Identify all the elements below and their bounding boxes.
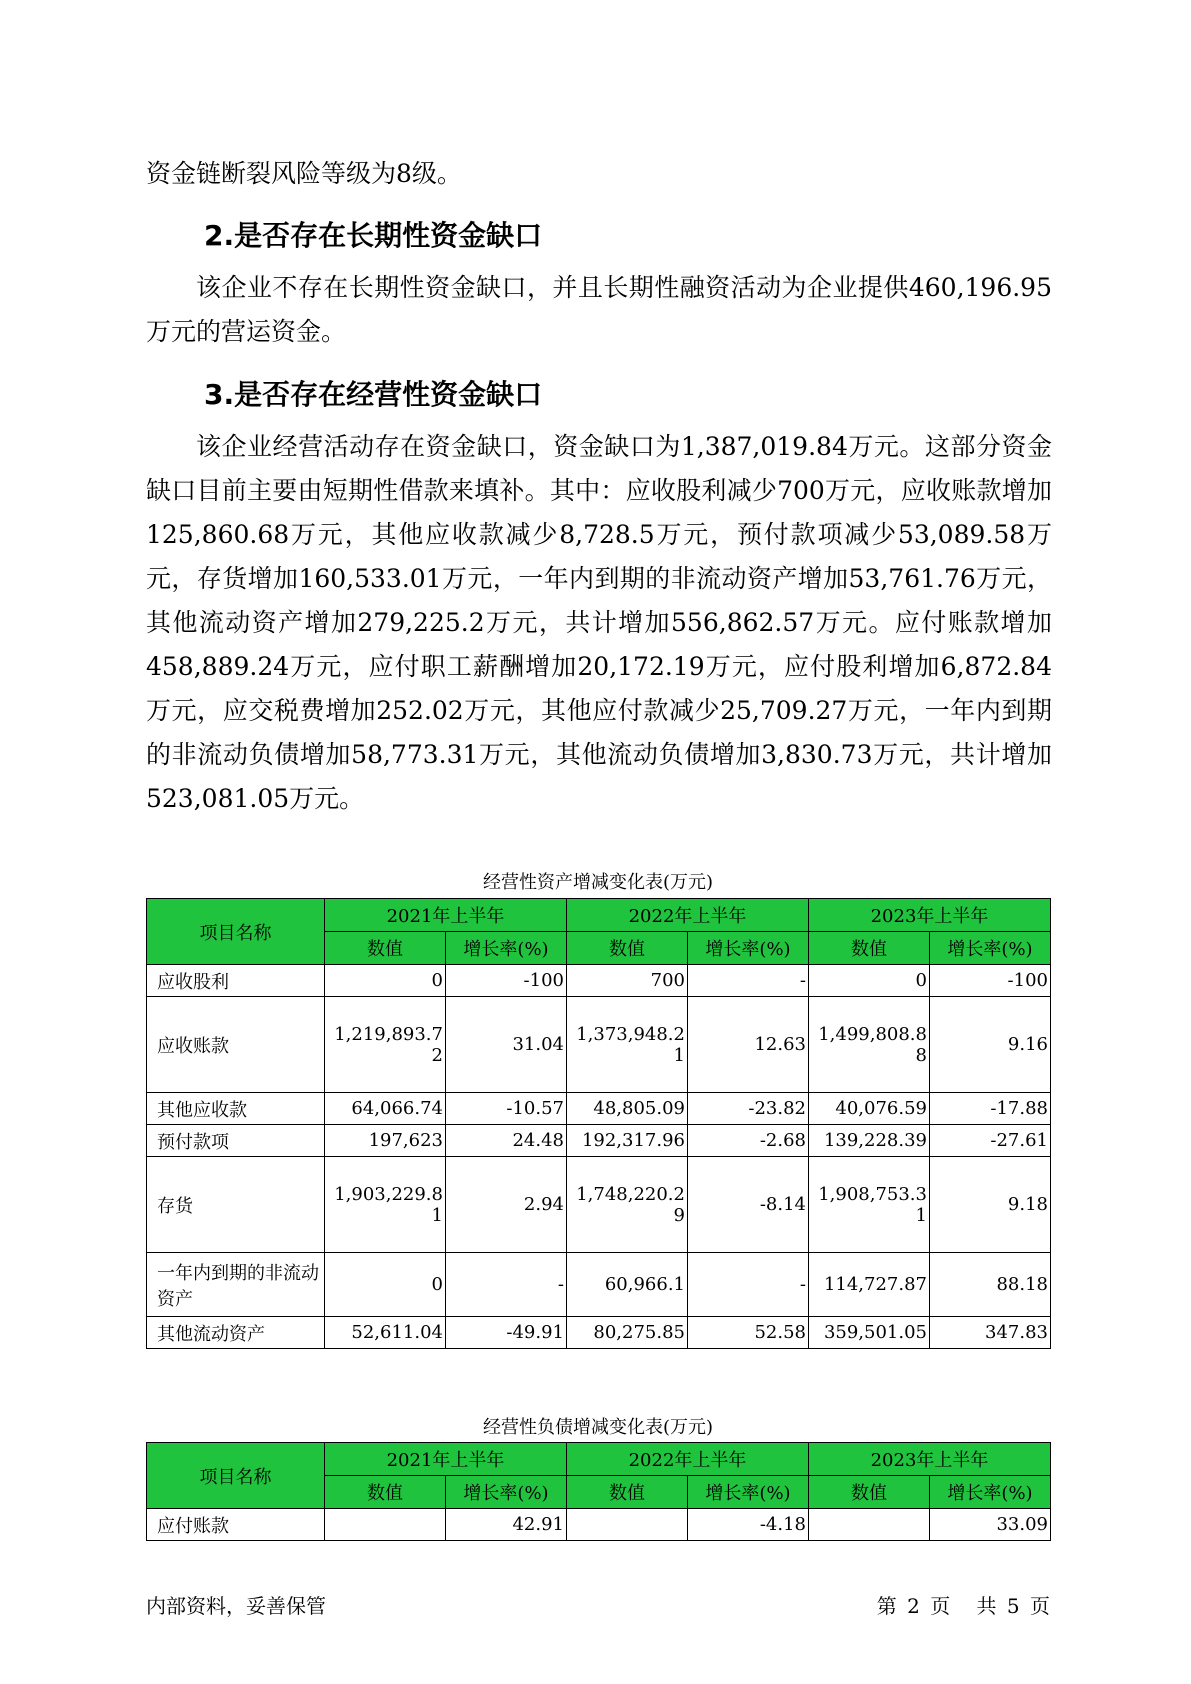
paragraph-risk-level: 资金链断裂风险等级为8级。 [146,159,462,188]
cell-value: 0 [809,965,930,997]
cell-value [325,1509,446,1541]
header-growth: 增长率(%) [930,932,1051,965]
header-growth: 增长率(%) [930,1476,1051,1509]
heading-operating-gap: 3.是否存在经营性资金缺口 [204,378,543,411]
cell-value: 1,908,753.31 [809,1157,930,1253]
cell-growth: - [688,1253,809,1317]
header-growth: 增长率(%) [446,1476,567,1509]
cell-growth: 9.16 [930,997,1051,1093]
header-period-2021: 2021年上半年 [325,1443,567,1476]
cell-growth: 9.18 [930,1157,1051,1253]
row-label: 其他应收款 [147,1093,325,1125]
row-label: 应收股利 [147,965,325,997]
cell-growth: 31.04 [446,997,567,1093]
cell-growth: -100 [930,965,1051,997]
operating-assets-table [146,898,1051,1349]
header-period-2022: 2022年上半年 [567,1443,809,1476]
cell-value: 700 [567,965,688,997]
table1-caption: 经营性资产增减变化表(万元) [482,872,714,893]
header-growth: 增长率(%) [446,932,567,965]
header-value: 数值 [809,1476,930,1509]
header-period-2023: 2023年上半年 [809,899,1051,932]
operating-liabilities-table [146,1442,1051,1541]
row-label: 应付账款 [147,1509,325,1541]
header-value: 数值 [567,1476,688,1509]
cell-growth: 24.48 [446,1125,567,1157]
paragraph-long-term-gap: 该企业不存在长期性资金缺口，并且长期性融资活动为企业提供460,196.95万元的营运资金。 [146,273,1052,346]
cell-growth: 52.58 [688,1317,809,1349]
table-row [147,1509,1051,1541]
cell-growth: -2.68 [688,1125,809,1157]
cell-value [567,1509,688,1541]
header-value: 数值 [325,932,446,965]
header-item-name: 项目名称 [147,899,325,965]
cell-value: 64,066.74 [325,1093,446,1125]
header-period-2022: 2022年上半年 [567,899,809,932]
cell-growth: - [688,965,809,997]
cell-value: 197,623 [325,1125,446,1157]
row-label: 其他流动资产 [147,1317,325,1349]
header-period-2023: 2023年上半年 [809,1443,1051,1476]
cell-growth: 347.83 [930,1317,1051,1349]
header-growth: 增长率(%) [688,932,809,965]
cell-value: 0 [325,965,446,997]
header-period-2021: 2021年上半年 [325,899,567,932]
cell-value: 114,727.87 [809,1253,930,1317]
row-label: 预付款项 [147,1125,325,1157]
table-row [147,1157,1051,1253]
cell-value: 1,903,229.81 [325,1157,446,1253]
row-label: 存货 [147,1157,325,1253]
cell-value: 80,275.85 [567,1317,688,1349]
cell-growth: - [446,1253,567,1317]
table-row [147,997,1051,1093]
page-unit: 页 [930,1594,951,1618]
cell-growth: 12.63 [688,997,809,1093]
cell-growth: -10.57 [446,1093,567,1125]
cell-value: 139,228.39 [809,1125,930,1157]
header-value: 数值 [809,932,930,965]
cell-growth: 42.91 [446,1509,567,1541]
cell-growth: -4.18 [688,1509,809,1541]
footer-page-number [873,1590,1050,1619]
header-growth: 增长率(%) [688,1476,809,1509]
row-label: 一年内到期的非流动资产 [147,1253,325,1317]
cell-growth: -49.91 [446,1317,567,1349]
cell-value: 359,501.05 [809,1317,930,1349]
total-prefix: 共 [976,1594,997,1618]
cell-growth: -8.14 [688,1157,809,1253]
cell-growth: -17.88 [930,1093,1051,1125]
cell-value: 192,317.96 [567,1125,688,1157]
page-prefix: 第 [876,1594,897,1618]
cell-growth: -100 [446,965,567,997]
table-row [147,1253,1051,1317]
table-row [147,1317,1051,1349]
footer-confidential-note: 内部资料，妥善保管 [146,1594,326,1618]
total-num: 5 [1006,1594,1020,1618]
header-item-name: 项目名称 [147,1443,325,1509]
cell-value: 1,748,220.29 [567,1157,688,1253]
cell-growth: -23.82 [688,1093,809,1125]
header-value: 数值 [567,932,688,965]
total-unit: 页 [1030,1594,1050,1618]
cell-growth: -27.61 [930,1125,1051,1157]
cell-growth: 2.94 [446,1157,567,1253]
cell-value: 52,611.04 [325,1317,446,1349]
heading-long-term-gap: 2.是否存在长期性资金缺口 [204,219,543,252]
row-label: 应收账款 [147,997,325,1093]
page-num: 2 [907,1594,920,1618]
header-value: 数值 [325,1476,446,1509]
table-row [147,1125,1051,1157]
table-row [147,1093,1051,1125]
cell-value: 48,805.09 [567,1093,688,1125]
cell-value: 40,076.59 [809,1093,930,1125]
cell-value: 1,219,893.72 [325,997,446,1093]
cell-value: 1,499,808.88 [809,997,930,1093]
cell-growth: 33.09 [930,1509,1051,1541]
cell-value: 60,966.1 [567,1253,688,1317]
cell-value [809,1509,930,1541]
table-row [147,965,1051,997]
cell-growth: 88.18 [930,1253,1051,1317]
paragraph-operating-gap: 该企业经营活动存在资金缺口，资金缺口为1,387,019.84万元。这部分资金缺口目前主要由短期性借款来填补。其中：应收股利减少700万元，应收账款增加125,860.68万元，其他应收款减少8,728.5万元，预付款项减少53,089.58万元，存货增加160,533.01万元，一年内到期的非流动资产增加53,761.76万元，其他流动资产增加279,225.2万元，共计增加556,862.57万元。应付账款增加458,889.24万元，应付职工薪酬增加20,172.19万元，应付股利增加6,872.84万元，应交税费增加252.02万元，其他应付款减少25,709.27万元，一年内到期的非流动负债增加58,773.31万元，其他流动负债增加3,830.73万元，共计增加523,081.05万元。 [146,432,1052,813]
cell-value: 1,373,948.21 [567,997,688,1093]
table2-caption: 经营性负债增减变化表(万元) [482,1417,714,1438]
cell-value: 0 [325,1253,446,1317]
